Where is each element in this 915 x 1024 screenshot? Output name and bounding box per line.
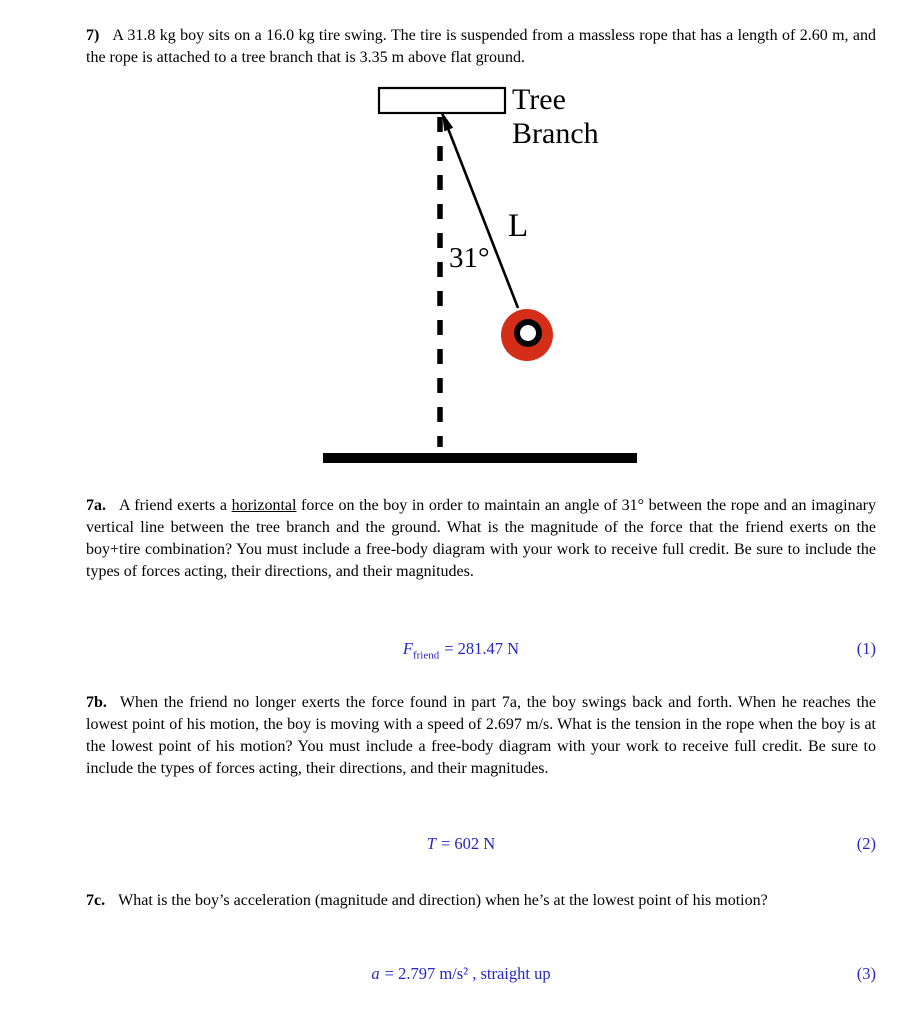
equation-3-value: = 2.797 m/s² , straight up (384, 964, 551, 983)
part-b-text: When the friend no longer exerts the force found in part 7a, the boy swings back and forth. When he reaches the lowest point of his motion, the boy is moving with a speed of 2.697 m/s. What is the tension in the rope when the boy is at the lowest point of his motion? You must include a free-body diagram with your work to receive full credit. Be sure to include the types of forces acting, their directions, and their magnitudes. (86, 694, 876, 777)
equation-2-body (86, 833, 836, 861)
equation-2-variable: T (426, 834, 436, 853)
problem-statement-paragraph (86, 25, 876, 69)
rope-line (442, 113, 518, 308)
tree-branch-box (379, 88, 505, 113)
part-c-text: What is the boy’s acceleration (magnitude and direction) when he’s at the lowest point of his motion? (118, 892, 768, 909)
equation-1-subscript: friend (412, 649, 440, 662)
part-a-number: 7a. (86, 497, 106, 514)
diagram-canvas (318, 84, 658, 468)
rope-length-label: L (508, 208, 529, 244)
equation-3-body (86, 963, 836, 991)
equation-1-number: (1) (856, 639, 876, 658)
part-b-number: 7b. (86, 694, 107, 711)
angle-label: 31° (449, 242, 490, 274)
ground-bar (323, 453, 637, 463)
part-a-text-after: force on the boy in order to maintain an angle of 31° between the rope and an imaginary vertical line between the tree branch and the ground. What is the magnitude of the force that the friend exerts on the boy+tire combination? You must include a free-body diagram with your work to receive full credit. Be sure to include the types of forces acting, their directions, and their magnitudes. (86, 497, 876, 580)
equation-3-number: (3) (856, 964, 876, 983)
part-a-underlined-word: horizontal (231, 497, 297, 514)
part-a-text-before: A friend exerts a (119, 497, 232, 514)
equation-2-value: = 602 N (440, 834, 496, 853)
equation-3 (86, 963, 876, 987)
rope-arrowhead (442, 112, 453, 131)
part-c-paragraph (86, 890, 876, 912)
tree-branch-label (512, 83, 599, 151)
tree-branch-label-line1: Tree (512, 83, 566, 116)
tire-swing-diagram (318, 84, 658, 468)
equation-1-variable: F (402, 639, 413, 658)
equation-1 (86, 638, 876, 662)
part-b-paragraph (86, 692, 876, 780)
part-a-paragraph (86, 495, 876, 583)
equation-1-value: = 281.47 N (444, 639, 520, 658)
problem-number: 7) (86, 27, 100, 44)
equation-2 (86, 833, 876, 857)
part-c-number: 7c. (86, 892, 106, 909)
equation-3-variable: a (371, 964, 380, 983)
equation-2-number: (2) (856, 834, 876, 853)
equation-1-body (86, 638, 836, 666)
tree-branch-label-line2: Branch (512, 117, 599, 150)
problem-statement-text: A 31.8 kg boy sits on a 16.0 kg tire swing. The tire is suspended from a massless rope that has a length of 2.60 m, and the rope is attached to a tree branch that is 3.35 m above flat ground. (86, 27, 876, 66)
tire-hole (520, 325, 536, 341)
